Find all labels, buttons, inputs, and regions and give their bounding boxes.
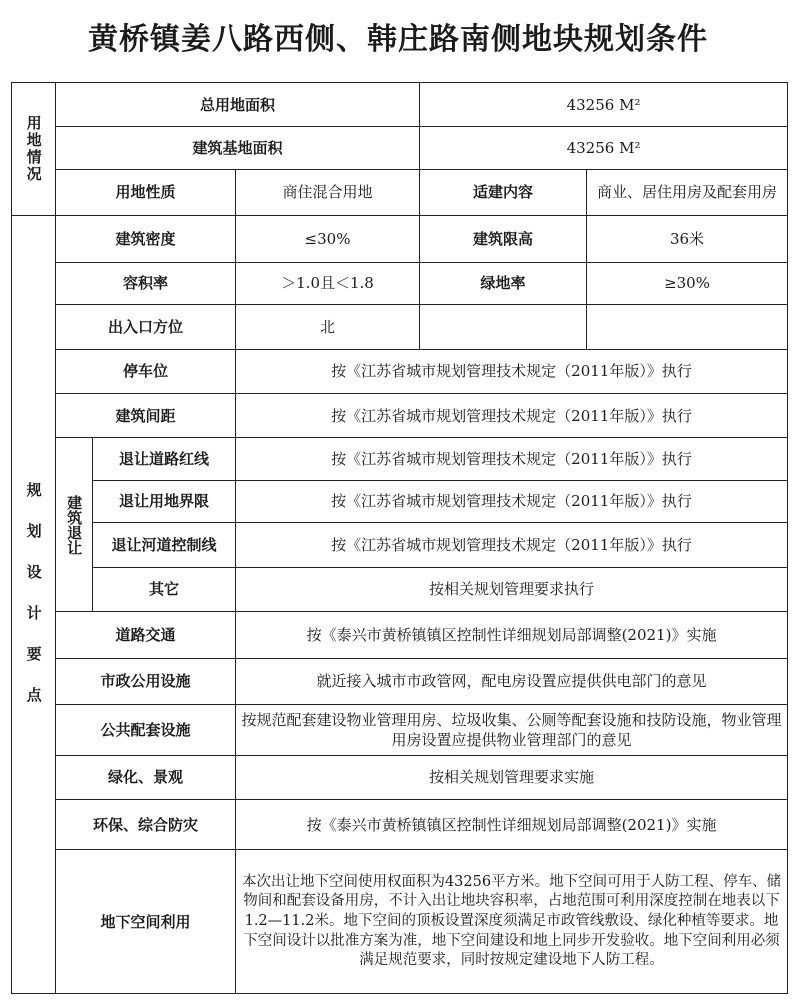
setback-group-label: 建筑退让 <box>65 494 84 555</box>
height-limit-value: 36米 <box>587 216 788 262</box>
table-row <box>12 83 788 127</box>
setback-river-label: 退让河道控制线 <box>93 523 236 567</box>
traffic-label: 道路交通 <box>56 612 236 658</box>
setback-river-value: 按《江苏省城市规划管理技术规定（2011年版）》执行 <box>236 523 788 567</box>
content-label: 适建内容 <box>420 169 587 215</box>
land-nature-label: 用地性质 <box>56 169 236 215</box>
land-info-section-cell <box>12 83 56 216</box>
green-ratio-label: 绿地率 <box>420 262 587 304</box>
underground-value: 本次出让地下空间使用权面积为43256平方米。地下空间可用于人防工程、停车、储物间和配套设备用房，不计入出让地块容积率，占地范围可利用深度控制在地表以下1.2—11.2米。地下空间的顶板设置深度须满足市政管线敷设、绿化种植等要求。地下空间设计以批准方案为准，地下空间建设和地上同步开发验收。地下空间利用必须满足规范要求，同时按规定建设地下人防工程。 <box>236 850 788 994</box>
env-value: 按《泰兴市黄桥镇镇区控制性详细规划局部调整(2021)》实施 <box>236 799 788 849</box>
green-ratio-value: ≥30% <box>587 262 788 304</box>
setback-road-value: 按《江苏省城市规划管理技术规定（2011年版）》执行 <box>236 438 788 480</box>
total-area-label: 总用地面积 <box>56 83 420 127</box>
spacing-value: 按《江苏省城市规划管理技术规定（2011年版）》执行 <box>236 394 788 438</box>
greening-value: 按相关规划管理要求实施 <box>236 755 788 799</box>
setback-road-label: 退让道路红线 <box>93 438 236 480</box>
land-nature-value: 商住混合用地 <box>236 169 420 215</box>
table-row <box>12 480 788 522</box>
parking-label: 停车位 <box>56 349 236 393</box>
entrance-label: 出入口方位 <box>56 305 236 349</box>
content-value: 商业、居住用房及配套用房 <box>587 169 788 215</box>
planning-section-cell <box>12 216 56 994</box>
public-facilities-value: 按规范配套建设物业管理用房、垃圾收集、公厕等配套设施和技防设施，物业管理用房设置应提供物业管理部门的意见 <box>236 705 788 755</box>
env-label: 环保、综合防灾 <box>56 799 236 849</box>
land-info-section-label: 用地情况 <box>24 115 43 184</box>
entrance-value: 北 <box>236 305 420 349</box>
empty-cell <box>587 305 788 349</box>
far-label: 容积率 <box>56 262 236 304</box>
table-row <box>12 850 788 994</box>
municipal-value: 就近接入城市市政管网，配电房设置应提供供电部门的意见 <box>236 658 788 704</box>
base-area-value: 43256 M² <box>420 127 788 169</box>
table-row <box>12 438 788 480</box>
base-area-label: 建筑基地面积 <box>56 127 420 169</box>
table-row <box>12 127 788 169</box>
height-limit-label: 建筑限高 <box>420 216 587 262</box>
table-row <box>12 705 788 755</box>
public-facilities-label: 公共配套设施 <box>56 705 236 755</box>
table-row <box>12 349 788 393</box>
setback-boundary-value: 按《江苏省城市规划管理技术规定（2011年版）》执行 <box>236 480 788 522</box>
table-row <box>12 216 788 262</box>
empty-cell <box>420 305 587 349</box>
table-row <box>12 755 788 799</box>
other-value: 按相关规划管理要求执行 <box>236 567 788 611</box>
page-title: 黄桥镇姜八路西侧、韩庄路南侧地块规划条件 <box>88 22 708 57</box>
underground-label: 地下空间利用 <box>56 850 236 994</box>
far-value: ＞1.0且＜1.8 <box>236 262 420 304</box>
planning-conditions-table <box>11 82 788 994</box>
table-row <box>12 658 788 704</box>
density-label: 建筑密度 <box>56 216 236 262</box>
setback-group-cell <box>56 438 93 612</box>
other-label: 其它 <box>93 567 236 611</box>
table-row <box>12 612 788 658</box>
table-row <box>12 567 788 611</box>
planning-section-label: 规划设计要点 <box>24 481 43 728</box>
spacing-label: 建筑间距 <box>56 394 236 438</box>
setback-boundary-label: 退让用地界限 <box>93 480 236 522</box>
total-area-value: 43256 M² <box>420 83 788 127</box>
parking-value: 按《江苏省城市规划管理技术规定（2011年版）》执行 <box>236 349 788 393</box>
table-row <box>12 523 788 567</box>
greening-label: 绿化、景观 <box>56 755 236 799</box>
table-row <box>12 305 788 349</box>
table-row <box>12 169 788 215</box>
density-value: ≤30% <box>236 216 420 262</box>
table-row <box>12 262 788 304</box>
municipal-label: 市政公用设施 <box>56 658 236 704</box>
traffic-value: 按《泰兴市黄桥镇镇区控制性详细规划局部调整(2021)》实施 <box>236 612 788 658</box>
table-row <box>12 394 788 438</box>
table-row <box>12 799 788 849</box>
